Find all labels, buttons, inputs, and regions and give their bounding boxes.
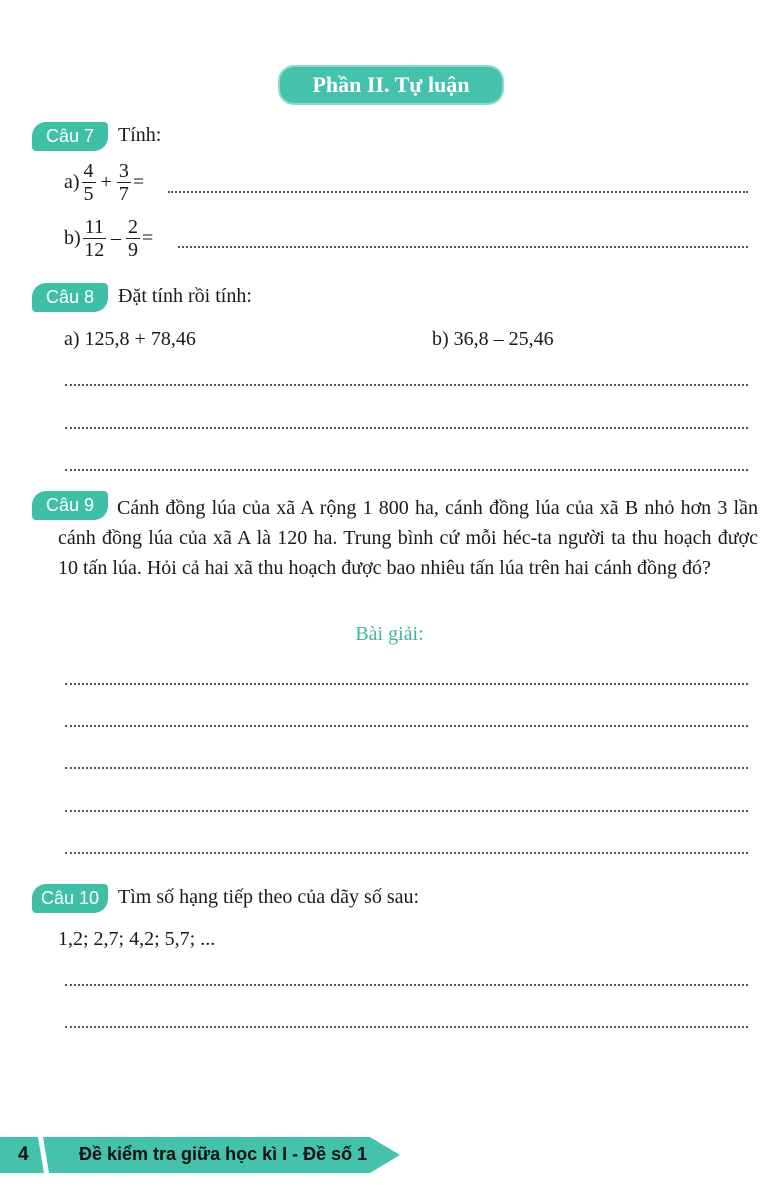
answer-line[interactable] xyxy=(168,191,748,193)
page-number: 4 xyxy=(18,1144,29,1165)
question-badge-10: Câu 10 xyxy=(32,884,108,913)
answer-line[interactable] xyxy=(65,384,748,386)
operator: + xyxy=(100,171,112,193)
answer-line[interactable] xyxy=(65,984,748,986)
answer-line[interactable] xyxy=(65,767,748,769)
answer-line[interactable] xyxy=(65,683,748,685)
question-8-prompt: Đặt tính rồi tính: xyxy=(118,285,252,307)
fraction: $\frac{2}{9}$ xyxy=(127,216,138,261)
fraction: $\frac{11}{12}$ xyxy=(84,216,105,261)
answer-line[interactable] xyxy=(178,246,748,248)
solution-label: Bài giải: xyxy=(355,623,424,645)
answer-line[interactable] xyxy=(65,810,748,812)
question-7-prompt: Tính: xyxy=(118,124,162,146)
question-badge-8: Câu 8 xyxy=(32,283,108,312)
question-10-prompt: Tìm số hạng tiếp theo của dãy số sau: xyxy=(118,886,420,908)
question-9-text: Cánh đồng lúa của xã A rộng 1 800 ha, cánh đồng lúa của xã B nhỏ hơn 3 lần cánh đồng lúa của xã A là 120 ha. Trung bình cứ mỗi héc-ta người ta thu hoạch được 10 tấn lúa. Hỏi cả hai xã thu hoạch được bao nhiêu tấn lúa trên hai cánh đồng đó? xyxy=(58,497,758,579)
fraction: $\frac{3}{7}$ xyxy=(118,160,129,205)
equals: = xyxy=(132,171,145,193)
item-label: a) xyxy=(64,171,80,193)
item-label: b) xyxy=(64,227,81,249)
question-8b: b) 36,8 – 25,46 xyxy=(432,328,554,350)
section-title: Phần II. Tự luận xyxy=(280,67,502,103)
footer-title: Đề kiểm tra giữa học kì I - Đề số 1 xyxy=(79,1144,368,1164)
answer-line[interactable] xyxy=(65,852,748,854)
answer-line[interactable] xyxy=(65,427,748,429)
question-badge-7: Câu 7 xyxy=(32,122,108,151)
sequence: 1,2; 2,7; 4,2; 5,7; ... xyxy=(58,928,216,950)
answer-line[interactable] xyxy=(65,1026,748,1028)
equals: = xyxy=(141,227,154,249)
fraction: $\frac{4}{5}$ xyxy=(83,160,94,205)
question-8a: a) 125,8 + 78,46 xyxy=(64,328,196,350)
question-7a xyxy=(64,160,144,205)
answer-line[interactable] xyxy=(65,725,748,727)
question-badge-9: Câu 9 xyxy=(32,491,108,520)
operator: – xyxy=(110,227,121,249)
question-7b xyxy=(64,216,153,261)
answer-line[interactable] xyxy=(65,469,748,471)
